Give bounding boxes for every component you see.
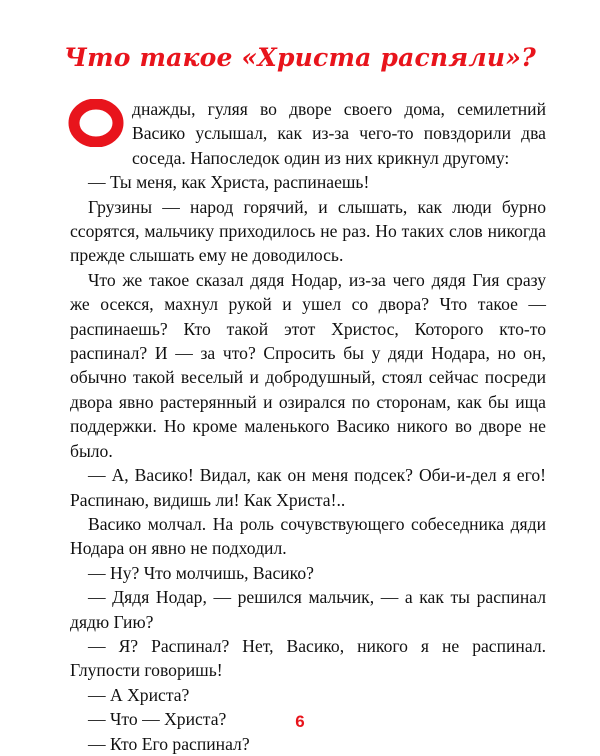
chapter-body xyxy=(70,97,546,756)
paragraph-1 xyxy=(70,97,546,170)
paragraph-12: — Кто Его распинал? xyxy=(88,733,250,754)
dropcap xyxy=(68,99,124,147)
paragraph-7: — Ну? Что молчишь, Васико? xyxy=(88,562,314,583)
paragraph-6: Васико молчал. На роль сочувствующего собеседника дяди Нодара он явно не подходил. xyxy=(70,513,546,559)
paragraph-10: — А Христа? xyxy=(88,684,190,705)
paragraph-4: Что же такое сказал дядя Нодар, из-за чего дядя Гия сразу же осекся, махнул рукой и ушел со двора? Что такое — распинаешь? Кто такой этот Христос, Которого кто-то распинал? И — за что? Спросить бы у дяди Нодара, но он, обычно такой веселый и добродушный, стоял сейчас посреди двора явно растерянный и озирался по сторонам, как бы ища поддержки. Но кроме маленького Васико никого во дворе не было. xyxy=(70,269,546,461)
paragraph-9: — Я? Распинал? Нет, Васико, никого я не распинал. Глупости говоришь! xyxy=(70,635,546,681)
paragraph-5: — А, Васико! Видал, как он меня подсек? Оби-и-дел я его! Распинаю, видишь ли! Как Христа!.. xyxy=(70,465,546,510)
page-number: 6 xyxy=(295,712,305,731)
chapter-title: Что такое «Христа распяли»? xyxy=(64,43,536,72)
dropcap-o-icon xyxy=(68,99,124,147)
paragraph-2: — Ты меня, как Христа, распинаешь! xyxy=(88,172,370,193)
paragraph-8: — Дядя Нодар, — решился мальчик, — а как ты распинал дядю Гию? xyxy=(70,587,546,632)
paragraph-11: — Что — Христа? xyxy=(88,709,227,730)
paragraph-3: Грузины — народ горячий, и слышать, как люди бурно ссорятся, мальчику приходилось не раз. Но таких слов никогда прежде слышать ему не доводилось. xyxy=(70,196,546,266)
paragraph-text: днажды, гуляя во дворе своего дома, семилетний Васико услышал, как из-за чего-то повздорили два соседа. Напоследок один из них крикнул другому: xyxy=(132,99,546,168)
